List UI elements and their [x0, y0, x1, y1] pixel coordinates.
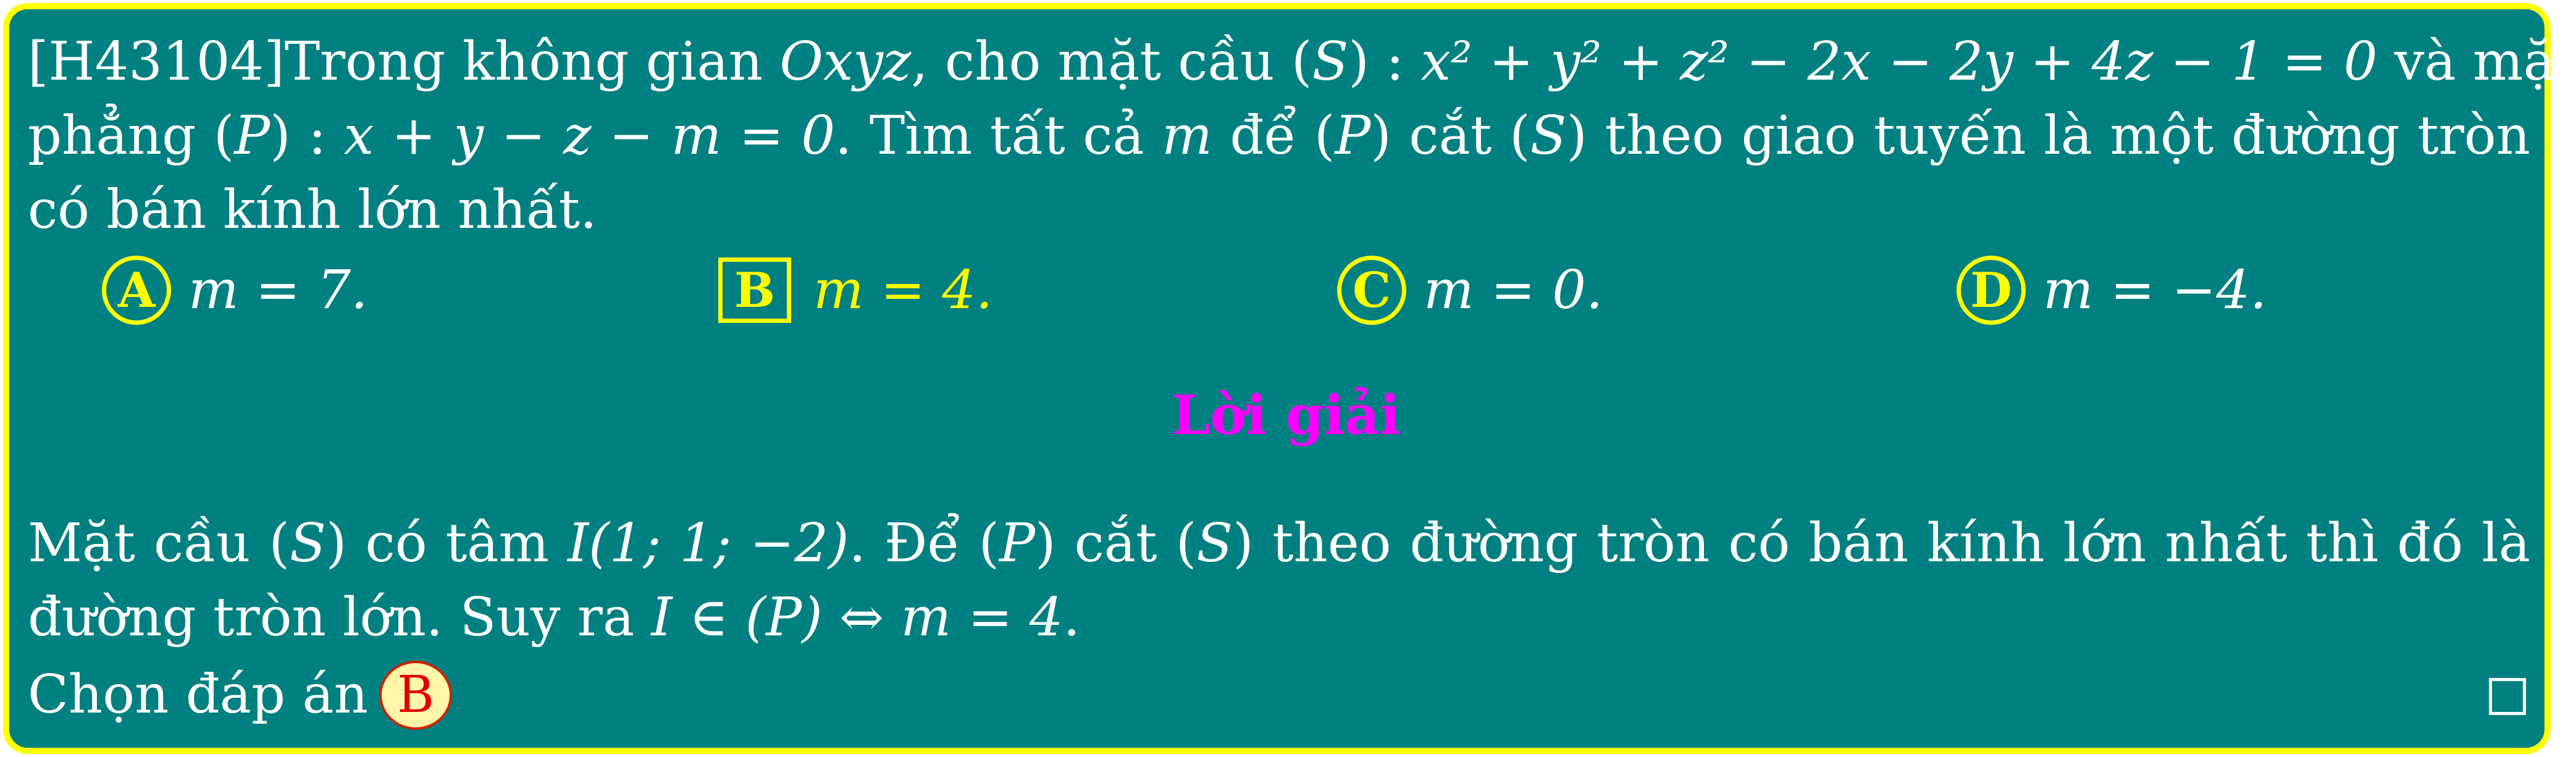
option-d-text: m = −4. — [2043, 259, 2267, 321]
sphere-center: I(1; 1; −2) — [568, 512, 849, 574]
option-b[interactable] — [718, 250, 992, 330]
option-d-badge: D — [1957, 256, 2026, 325]
option-d[interactable] — [1957, 250, 2267, 330]
plane-equation: x + y − z − m = 0 — [343, 105, 836, 167]
question-line-3: có bán kính lớn nhất. — [28, 179, 597, 241]
option-c-badge: C — [1337, 256, 1406, 325]
option-c[interactable] — [1337, 250, 1603, 330]
solution-line-1: Mặt cầu (S) có tâm I(1; 1; −2). Để (P) cắt (S) theo đường tròn có bán kính lớn nhất thì đó là — [28, 512, 2531, 574]
question-line-1: [H43104]Trong không gian Oxyz, cho mặt cầu (S) : x² + y² + z² − 2x − 2y + 4z − 1 = 0 và mặt — [28, 31, 2576, 93]
choose-answer-label: Chọn đáp án — [28, 664, 369, 726]
option-c-text: m = 0. — [1424, 259, 1603, 321]
choose-answer-line — [28, 658, 2530, 734]
problem-card — [3, 3, 2576, 754]
sphere-equation: x² + y² + z² − 2x − 2y + 4z − 1 = 0 — [1420, 31, 2378, 93]
question-line-2: phẳng (P) : x + y − z − m = 0. Tìm tất cả m để (P) cắt (S) theo giao tuyến là một đường tròn — [28, 105, 2531, 167]
solution-formula: I ∈ (P) ⇔ m = 4 — [651, 587, 1064, 648]
space-name: Oxyz — [779, 31, 912, 93]
option-a-badge: A — [102, 256, 171, 325]
solution-line-2: đường tròn lớn. Suy ra I ∈ (P) ⇔ m = 4. — [28, 587, 1080, 648]
option-a-text: m = 7. — [188, 259, 368, 321]
question-id: [H43104] — [28, 31, 285, 93]
answer-badge: B — [379, 661, 452, 730]
option-b-badge: B — [718, 257, 791, 323]
option-b-text: m = 4. — [813, 259, 993, 321]
solution-heading: Lời giải — [1172, 383, 1401, 447]
option-a[interactable] — [102, 250, 367, 330]
qed-square-icon — [2489, 678, 2526, 715]
